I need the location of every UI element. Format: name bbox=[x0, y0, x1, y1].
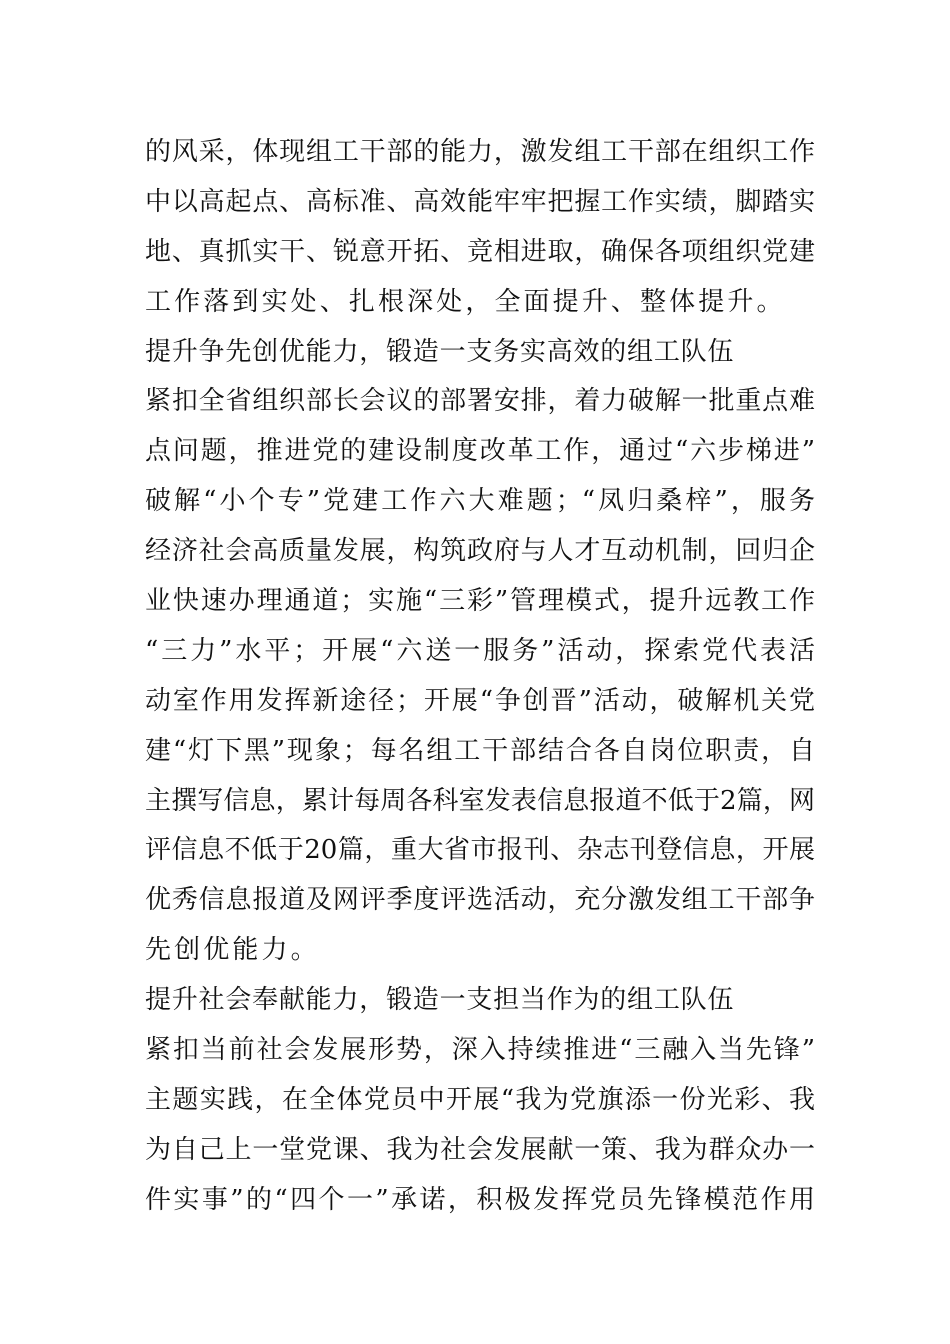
text-line: 主题实践，在全体党员中开展“我为党旗添一份光彩、我 bbox=[145, 1084, 815, 1115]
text-line: 建“灯下黑”现象；每名组工干部结合各自岗位职责，自 bbox=[145, 735, 815, 766]
text-line: 件实事”的“四个一”承诺，积极发挥党员先锋模范作用 bbox=[145, 1184, 815, 1215]
section-heading: 提升社会奉献能力，锻造一支担当作为的组工队伍 bbox=[145, 985, 735, 1016]
text-line: 为自己上一堂党课、我为社会发展献一策、我为群众办一 bbox=[145, 1134, 815, 1165]
text-line: 点问题，推进党的建设制度改革工作，通过“六步梯进” bbox=[145, 436, 815, 467]
text-line: 优秀信息报道及网评季度评选活动，充分激发组工干部争 bbox=[145, 885, 815, 916]
text-line: 动室作用发挥新途径；开展“争创晋”活动，破解机关党 bbox=[145, 685, 815, 716]
text-line: 紧扣当前社会发展形势，深入持续推进“三融入当先锋” bbox=[145, 1035, 815, 1066]
text-line: 紧扣全省组织部长会议的部署安排，着力破解一批重点难 bbox=[145, 386, 815, 417]
text-line: 破解“小个专”党建工作六大难题；“凤归桑梓”，服务 bbox=[145, 486, 815, 517]
text-line: 中以高起点、高标准、高效能牢牢把握工作实绩，脚踏实 bbox=[145, 186, 815, 217]
text-line: 业快速办理通道；实施“三彩”管理模式，提升远教工作 bbox=[145, 586, 815, 617]
text-line: 地、真抓实干、锐意开拓、竞相进取，确保各项组织党建 bbox=[145, 236, 815, 267]
text-line: 主撰写信息，累计每周各科室发表信息报道不低于2篇，网 bbox=[145, 785, 815, 816]
text-line: 的风采，体现组工干部的能力，激发组工干部在组织工作 bbox=[145, 137, 815, 167]
text-line: 先创优能力。 bbox=[145, 935, 320, 966]
text-line: “三力”水平；开展“六送一服务”活动，探索党代表活 bbox=[145, 635, 815, 666]
text-line: 工作落到实处、扎根深处，全面提升、整体提升。 bbox=[145, 286, 786, 317]
section-heading: 提升争先创优能力，锻造一支务实高效的组工队伍 bbox=[145, 336, 735, 367]
document-body bbox=[145, 128, 815, 1226]
text-line: 经济社会高质量发展，构筑政府与人才互动机制，回归企 bbox=[145, 536, 815, 567]
text-line: 评信息不低于20篇，重大省市报刊、杂志刊登信息，开展 bbox=[145, 835, 815, 866]
